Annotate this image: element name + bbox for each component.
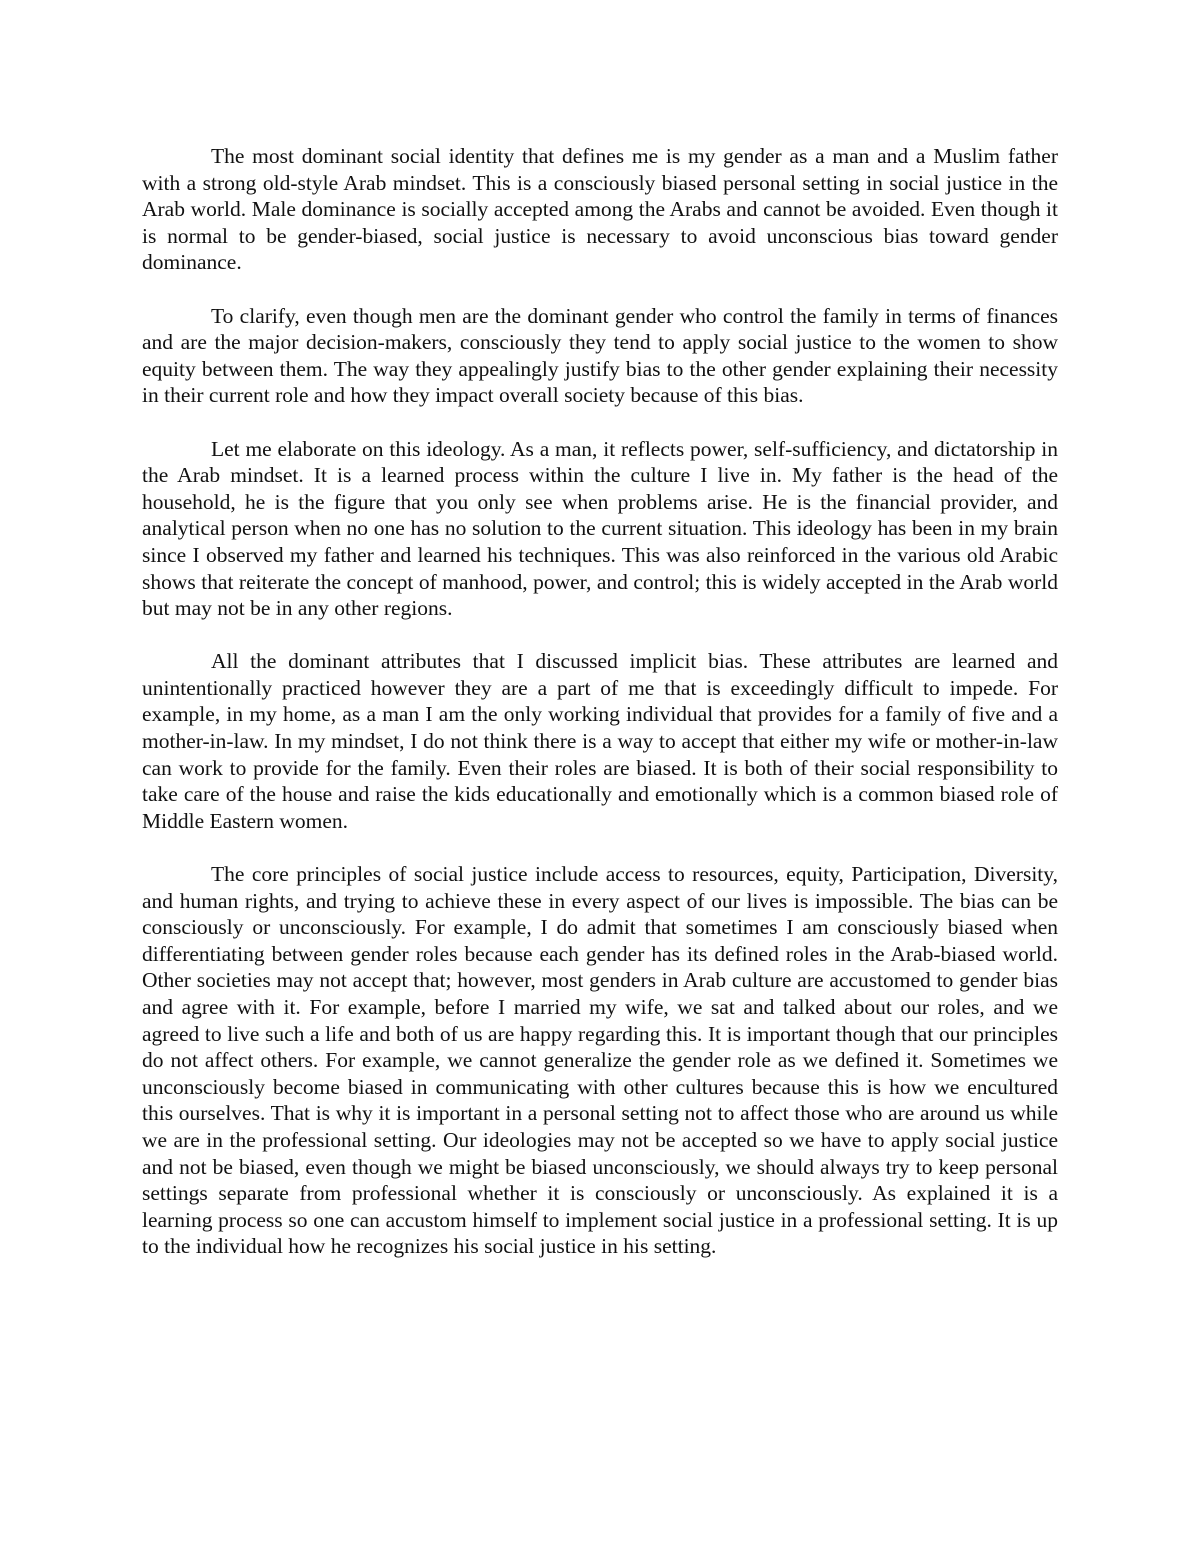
paragraph-clarification: To clarify, even though men are the dominant gender who control the family in terms of finances and are the major decision-makers, consciously they tend to apply social justice to the women to show equity between them. The way they appealingly justify bias to the other gender explaining their necessity in their current role and how they impact overall society because of this bias. (142, 303, 1058, 408)
paragraph-ideology: Let me elaborate on this ideology. As a man, it reflects power, self-sufficiency, and dictatorship in the Arab mindset. It is a learned process within the culture I live in. My father is the head of the household, he is the figure that you only see when problems arise. He is the financial provider, and analytical person when no one has no solution to the current situation. This ideology has been in my brain since I observed my father and learned his techniques. This was also reinforced in the various old Arabic shows that reiterate the concept of manhood, power, and control; this is widely accepted in the Arab world but may not be in any other regions. (142, 436, 1058, 621)
document-body (142, 143, 1058, 1260)
paragraph-gender-identity: The most dominant social identity that defines me is my gender as a man and a Muslim father with a strong old-style Arab mindset. This is a consciously biased personal setting in social justice in the Arab world. Male dominance is socially accepted among the Arabs and cannot be avoided. Even though it is normal to be gender-biased, social justice is necessary to avoid unconscious bias toward gender dominance. (142, 144, 1058, 275)
paragraph-dominant-attributes: All the dominant attributes that I discussed implicit bias. These attributes are learned and unintentionally practiced however they are a part of me that is exceedingly difficult to impede. For example, in my home, as a man I am the only working individual that provides for a family of five and a mother-in-law. In my mindset, I do not think there is a way to accept that either my wife or mother-in-law can work to provide for the family. Even their roles are biased. It is both of their social responsibility to take care of the house and raise the kids educationally and emotionally which is a common biased role of Middle Eastern women. (142, 649, 1058, 833)
paragraph-core-principles: The core principles of social justice include access to resources, equity, Participation, Diversity, and human rights, and trying to achieve these in every aspect of our lives is impossible. The bias can be consciously or unconsciously. For example, I do admit that sometimes I am consciously biased when differentiating between gender roles because each gender has its defined roles in the Arab-biased world. Other societies may not accept that; however, most genders in Arab culture are accustomed to gender bias and agree with it. For example, before I married my wife, we sat and talked about our roles, and we agreed to live such a life and both of us are happy regarding this. It is important though that our principles do not affect others. For example, we cannot generalize the gender role as we defined it. Sometimes we unconsciously become biased in communicating with other cultures because this is how we encultured this ourselves. That is why it is important in a personal setting not to affect those who are around us while we are in the professional setting. Our ideologies may not be accepted so we have to apply social justice and not be biased, even though we might be biased unconsciously, we should always try to keep personal settings separate from professional whether it is consciously or unconsciously. As explained it is a learning process so one can accustom himself to implement social justice in a professional setting. It is up to the individual how he recognizes his social justice in his setting. (142, 862, 1058, 1259)
